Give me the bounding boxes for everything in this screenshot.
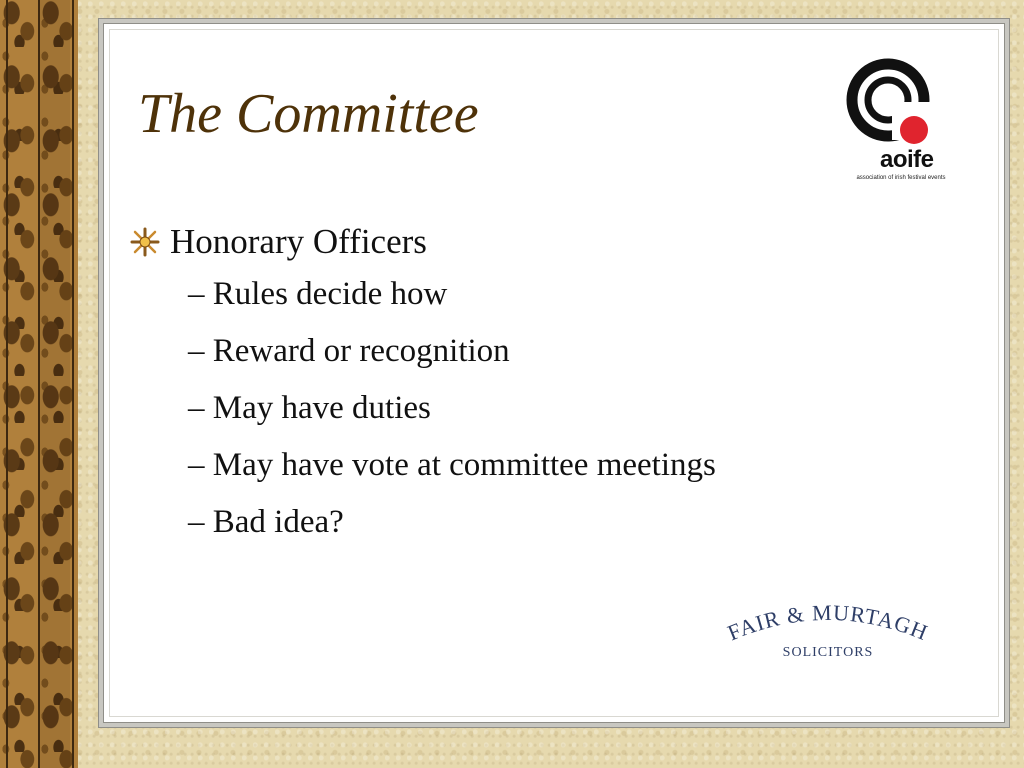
bullet-item bbox=[130, 222, 978, 262]
sub-bullet-item: – Bad idea? bbox=[188, 504, 344, 540]
fair-murtagh-logo bbox=[708, 584, 948, 664]
aoife-logo bbox=[840, 54, 962, 182]
sub-bullet-item: – Reward or recognition bbox=[188, 333, 510, 369]
stripe-line bbox=[6, 0, 8, 768]
stripe-line bbox=[38, 0, 40, 768]
fair-murtagh-name: FAIR & MURTAGH bbox=[724, 599, 932, 646]
aoife-wordmark: aoife bbox=[880, 146, 934, 173]
sub-bullet-item: – May have duties bbox=[188, 390, 431, 426]
sub-bullet-list bbox=[188, 274, 978, 559]
sub-bullet-item: – May have vote at committee meetings bbox=[188, 447, 716, 483]
slide-content bbox=[109, 29, 999, 717]
bullet-list bbox=[130, 222, 978, 559]
fair-murtagh-subtitle: SOLICITORS bbox=[782, 645, 874, 660]
aoife-tagline: association of irish festival events bbox=[856, 175, 946, 181]
slide-title: The Committee bbox=[138, 83, 479, 145]
stripe-line bbox=[72, 0, 74, 768]
sub-bullet-item: – Rules decide how bbox=[188, 276, 448, 312]
slide-frame bbox=[99, 19, 1009, 727]
decorative-side-stripe bbox=[0, 0, 78, 768]
stripe-gap bbox=[40, 0, 70, 768]
aoife-ring-icon bbox=[840, 54, 962, 154]
star-burst-icon bbox=[130, 227, 160, 257]
bullet-main-text: Honorary Officers bbox=[170, 222, 427, 261]
